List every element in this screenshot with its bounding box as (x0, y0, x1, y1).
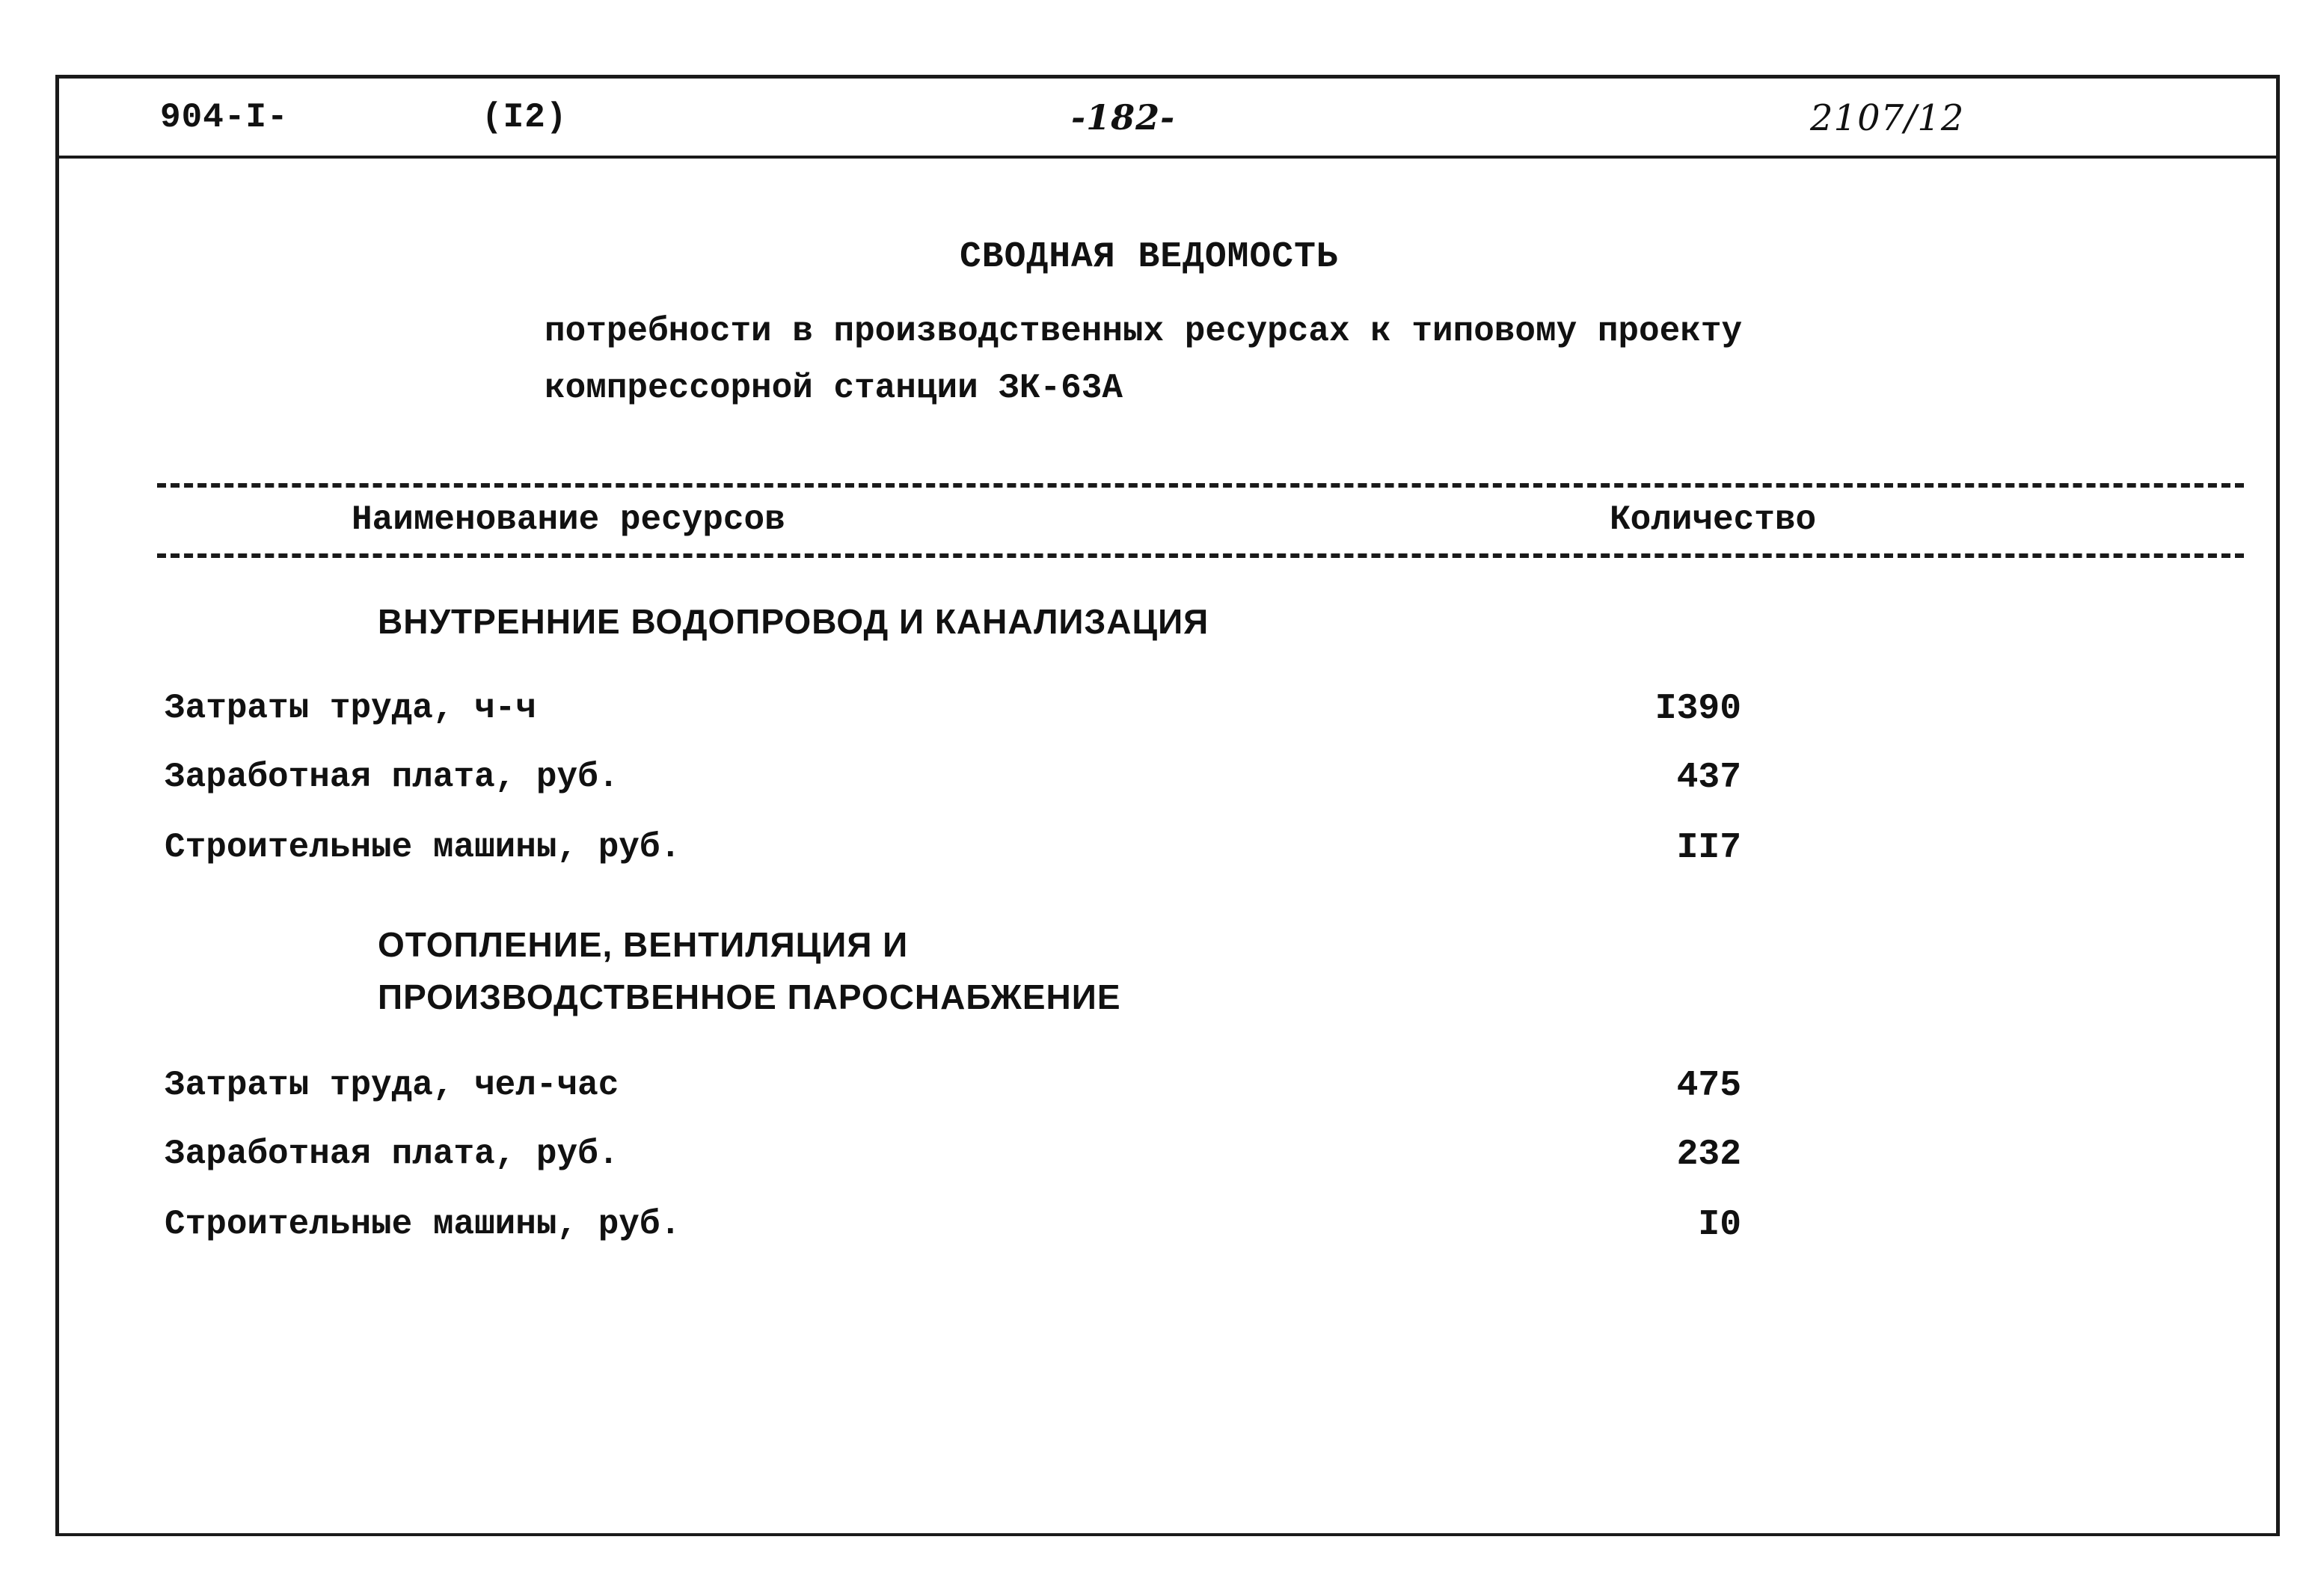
document-title: СВОДНАЯ ВЕДОМОСТЬ (960, 237, 1339, 277)
row-value-machines: I0 (1698, 1205, 1741, 1245)
row-label-machines: Строительные машины, руб. (165, 828, 681, 867)
document-subtitle-line2: компрессорной станции ЗК-63А (545, 369, 1123, 408)
row-value-machines: II7 (1676, 828, 1741, 868)
section-title-plumbing: ВНУТРЕННИЕ ВОДОПРОВОД И КАНАЛИЗАЦИЯ (378, 602, 1209, 641)
row-label-machines: Строительные машины, руб. (165, 1205, 681, 1244)
sheet-number: (I2) (482, 98, 568, 137)
row-value-labor: 475 (1676, 1066, 1741, 1106)
table-header-top-rule (157, 483, 2244, 488)
section-title-heating-line2: ПРОИЗВОДСТВЕННОЕ ПАРОСНАБЖЕНИЕ (378, 977, 1121, 1016)
row-label-wages: Заработная плата, руб. (165, 758, 619, 797)
row-label-labor: Затраты труда, чел-час (165, 1066, 619, 1105)
column-header-quantity: Количество (1610, 500, 1817, 539)
inventory-number: 2107/12 (1810, 97, 1965, 139)
document-code: 904-I- (160, 98, 289, 137)
row-value-wages: 437 (1676, 758, 1741, 798)
section-title-heating-line1: ОТОПЛЕНИЕ, ВЕНТИЛЯЦИЯ И (378, 925, 909, 964)
header-divider (55, 156, 2280, 159)
page-number: -182- (1071, 97, 1176, 138)
page-frame (55, 75, 2280, 1536)
document-subtitle-line1: потребности в производственных ресурсах к типовому проекту (545, 312, 1743, 351)
column-header-name: Наименование ресурсов (352, 500, 785, 539)
row-label-wages: Заработная плата, руб. (165, 1135, 619, 1173)
row-label-labor: Затраты труда, ч-ч (165, 689, 536, 728)
table-header-bottom-rule (157, 553, 2244, 558)
row-value-labor: I390 (1655, 689, 1741, 729)
row-value-wages: 232 (1676, 1135, 1741, 1175)
